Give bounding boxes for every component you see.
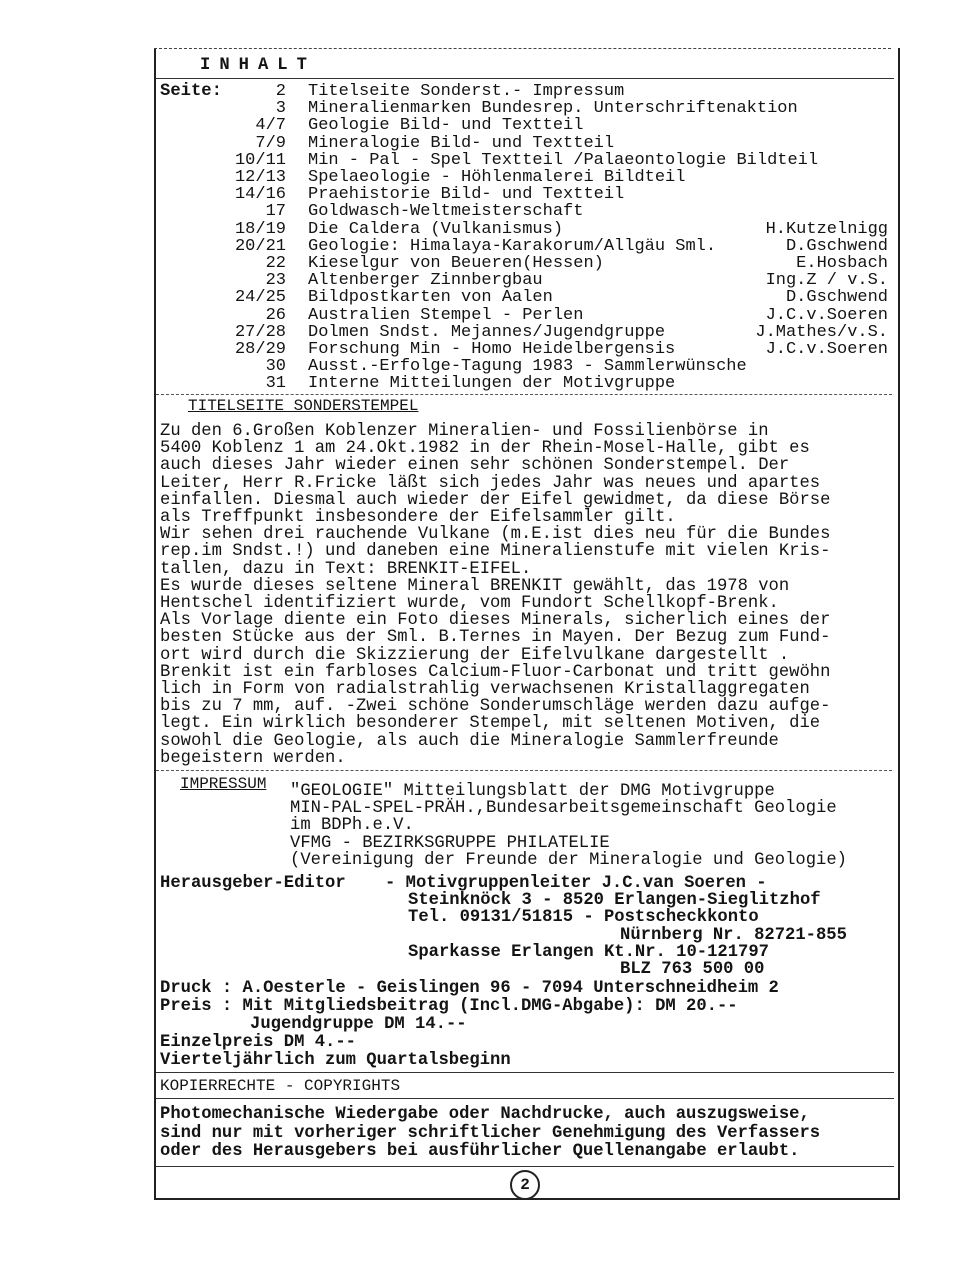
editor-body-line: - Motivgruppenleiter J.C.van Soeren - [385,874,767,893]
toc-title: Dolmen Sndst. Mejannes/Jugendgruppe [308,322,666,342]
titel-body-line: einfallen. Diesmal auch wieder der Eifel gewidmet, da diese Börse [160,490,831,510]
titel-body-line: Brenkit ist ein farbloses Calcium-Fluor-Carbonat und tritt gewöhn [160,662,831,682]
toc-page: 17 [265,202,286,222]
copyright-heading: KOPIERRECHTE - COPYRIGHTS [160,1077,401,1095]
toc-author: Ing.Z / v.S. [765,271,888,291]
toc-author: J.Mathes/v.S. [755,322,888,342]
toc-page: 30 [265,357,286,377]
titel-body-line: Als Vorlage diente ein Foto dieses Minerals, sicherlich eines der [160,611,831,631]
toc-title: Kieselgur von Beueren(Hessen) [308,254,604,273]
toc-page: 31 [265,374,286,394]
titel-body-line: tallen, dazu in Text: BRENKIT-EIFEL. [160,559,532,579]
toc-row [160,186,892,203]
toc-row [160,272,892,289]
toc-title: Altenberger Zinnbergbau [308,271,543,291]
toc-page: 4/7 [255,116,286,136]
toc-heading-rule [156,78,894,79]
toc-row [160,117,892,134]
toc-title: Mineralogie Bild- und Textteil [308,133,615,153]
toc-page: 3 [275,99,286,119]
toc-page: 24/25 [234,288,286,308]
toc-title: Titelseite Sonderst.- Impressum [308,82,625,101]
editor-body-line: Sparkasse Erlangen Kt.Nr. 10-121797 [408,942,769,962]
toc-title: Spelaeologie - Höhlenmalerei Bildteil [308,168,686,187]
titel-body-line: Zu den 6.Großen Koblenzer Mineralien- und Fossilienbörse in [160,422,769,441]
toc-title: Geologie: Himalaya-Karakorum/Allgäu Sml. [308,236,717,256]
preis-line: Preis : Mit Mitgliedsbeitrag (Incl.DMG-Abgabe): DM 20.-- [160,997,738,1016]
toc-row [160,135,892,152]
imp-body-line: (Vereinigung der Freunde der Mineralogie und Geologie) [290,850,847,870]
jugend-line: Jugendgruppe DM 14.-- [250,1015,467,1034]
titel-body-line: Leiter, Herr R.Fricke läßt sich jedes Jahr was neues und apartes [160,473,821,493]
toc-row [160,203,892,220]
titel-body-line: Hentschel identifiziert wurde, vom Fundort Schellkopf-Brenk. [160,594,779,613]
toc-page: 20/21 [234,236,286,256]
titelseite-heading: TITELSEITE SONDERSTEMPEL [188,397,419,415]
toc-page: 27/28 [234,322,286,342]
imp-body-line: MIN-PAL-SPEL-PRÄH.,Bundesarbeitsgemeinschaft Geologie [290,799,837,819]
druck-line: Druck : A.Oesterle - Geislingen 96 - 7094 Unterschneidheim 2 [160,979,779,998]
toc-title: Die Caldera (Vulkanismus) [308,219,564,239]
toc-author: D.Gschwend [785,288,888,308]
toc-row [160,324,892,341]
titelseite-end-rule [156,770,892,771]
toc-title: Interne Mitteilungen der Motivgruppe [308,374,676,394]
editor-body-line: Tel. 09131/51815 - Postscheckkonto [408,908,759,928]
titel-body-line: lich in Form von radialstrahlig verwachsenen Kristallaggregaten [160,680,810,699]
toc-row [160,100,892,117]
toc-author: J.C.v.Soeren [765,340,888,359]
toc-row [160,255,892,272]
impressum-heading: IMPRESSUM [180,775,267,793]
editor-body-line: Nürnberg Nr. 82721-855 [620,925,847,945]
toc-row [160,358,892,375]
toc-author: J.C.v.Soeren [765,305,888,325]
toc-row [160,341,892,358]
copyright-heading-rule [156,1098,894,1099]
titel-body-line: besten Stücke aus der Sml. B.Ternes in Mayen. Der Bezug zum Fund- [160,628,831,648]
imp-body-line: VFMG - BEZIRKSGRUPPE PHILATELIE [290,833,610,853]
toc-author: H.Kutzelnigg [765,219,888,239]
toc-page: 22 [265,254,286,273]
imp-body-line: "GEOLOGIE" Mitteilungsblatt der DMG Motivgruppe [290,782,775,801]
toc-row [160,307,892,324]
editor-body-line: BLZ 763 500 00 [620,960,765,979]
toc-row [160,289,892,306]
toc-page: 7/9 [255,133,286,153]
toc-row [160,83,892,100]
toc-heading: INHALT [200,56,316,75]
titel-body-line: rep.im Sndst.!) und daneben eine Mineralienstufe mit vielen Kris- [160,542,831,562]
page-number: 2 [510,1170,540,1200]
toc-row [160,221,892,238]
toc-author: E.Hosbach [796,254,888,273]
toc-page: 28/29 [234,340,286,359]
titel-body-line: sowohl die Geologie, als auch die Mineralogie Sammlerfreunde [160,731,779,751]
titel-body-line: auch dieses Jahr wieder einen sehr schönen Sonderstempel. Der [160,456,790,476]
toc-author: D.Gschwend [785,236,888,256]
editor-label: Herausgeber-Editor [160,874,346,893]
toc-page: 12/13 [234,168,286,187]
top-divider [154,48,891,49]
toc-row [160,152,892,169]
imp-body-line: im BDPh.e.V. [290,816,414,836]
toc-page: 26 [265,305,286,325]
copy-body-line: oder des Herausgebers bei ausführlicher Quellenangabe erlaubt. [160,1142,800,1161]
toc-title: Australien Stempel - Perlen [308,305,584,325]
toc-title: Forschung Min - Homo Heidelbergensis [308,340,676,359]
toc-page: 14/16 [234,185,286,205]
titel-body-line: ort wird durch die Skizzierung der Eifelvulkane dargestellt . [160,645,790,665]
copyright-top-rule [156,1072,894,1073]
toc-end-rule [156,394,892,395]
titel-body-line: Wir sehen drei rauchende Vulkane (m.E.ist dies neu für die Bundes [160,525,831,545]
quartal-line: Vierteljährlich zum Quartalsbeginn [160,1051,511,1070]
editor-body-line: Steinknöck 3 - 8520 Erlangen-Sieglitzhof [408,891,821,911]
titel-body-line: bis zu 7 mm, auf. -Zwei schöne Sonderumschläge werden dazu aufge- [160,697,831,717]
toc-page: 10/11 [234,150,286,170]
toc-title: Geologie Bild- und Textteil [308,116,584,136]
toc-title: Ausst.-Erfolge-Tagung 1983 - Sammlerwünsche [308,357,747,377]
toc-title: Praehistorie Bild- und Textteil [308,185,625,205]
footer-rule [156,1166,894,1167]
titel-body-line: legt. Ein wirklich besonderer Stempel, mit seltenen Motiven, die [160,714,821,734]
copy-body-line: Photomechanische Wiedergabe oder Nachdrucke, auch auszugsweise, [160,1105,810,1124]
toc-title: Goldwasch-Weltmeisterschaft [308,202,584,222]
toc-row [160,238,892,255]
toc-title: Min - Pal - Spel Textteil /Palaeontologie Bildteil [308,150,819,170]
toc-row [160,169,892,186]
toc-page: 2 [275,82,286,101]
titel-body-line: begeistern werden. [160,748,346,768]
toc-title: Mineralienmarken Bundesrep. Unterschriftenaktion [308,99,798,119]
titel-body-line: Es wurde dieses seltene Mineral BRENKIT gewählt, das 1978 von [160,576,790,596]
einzelpreis-line: Einzelpreis DM 4.-- [160,1033,356,1052]
toc-page: 23 [265,271,286,291]
toc-row [160,375,892,392]
toc-title: Bildpostkarten von Aalen [308,288,553,308]
copy-body-line: sind nur mit vorheriger schriftlicher Genehmigung des Verfassers [160,1123,821,1143]
titel-body-line: 5400 Koblenz 1 am 24.Okt.1982 in der Rhein-Mosel-Halle, gibt es [160,439,810,459]
titel-body-line: als Treffpunkt insbesondere der Eifelsammler gilt. [160,508,676,527]
toc-page: 18/19 [234,219,286,239]
toc-seite-label: Seite: [160,82,222,101]
